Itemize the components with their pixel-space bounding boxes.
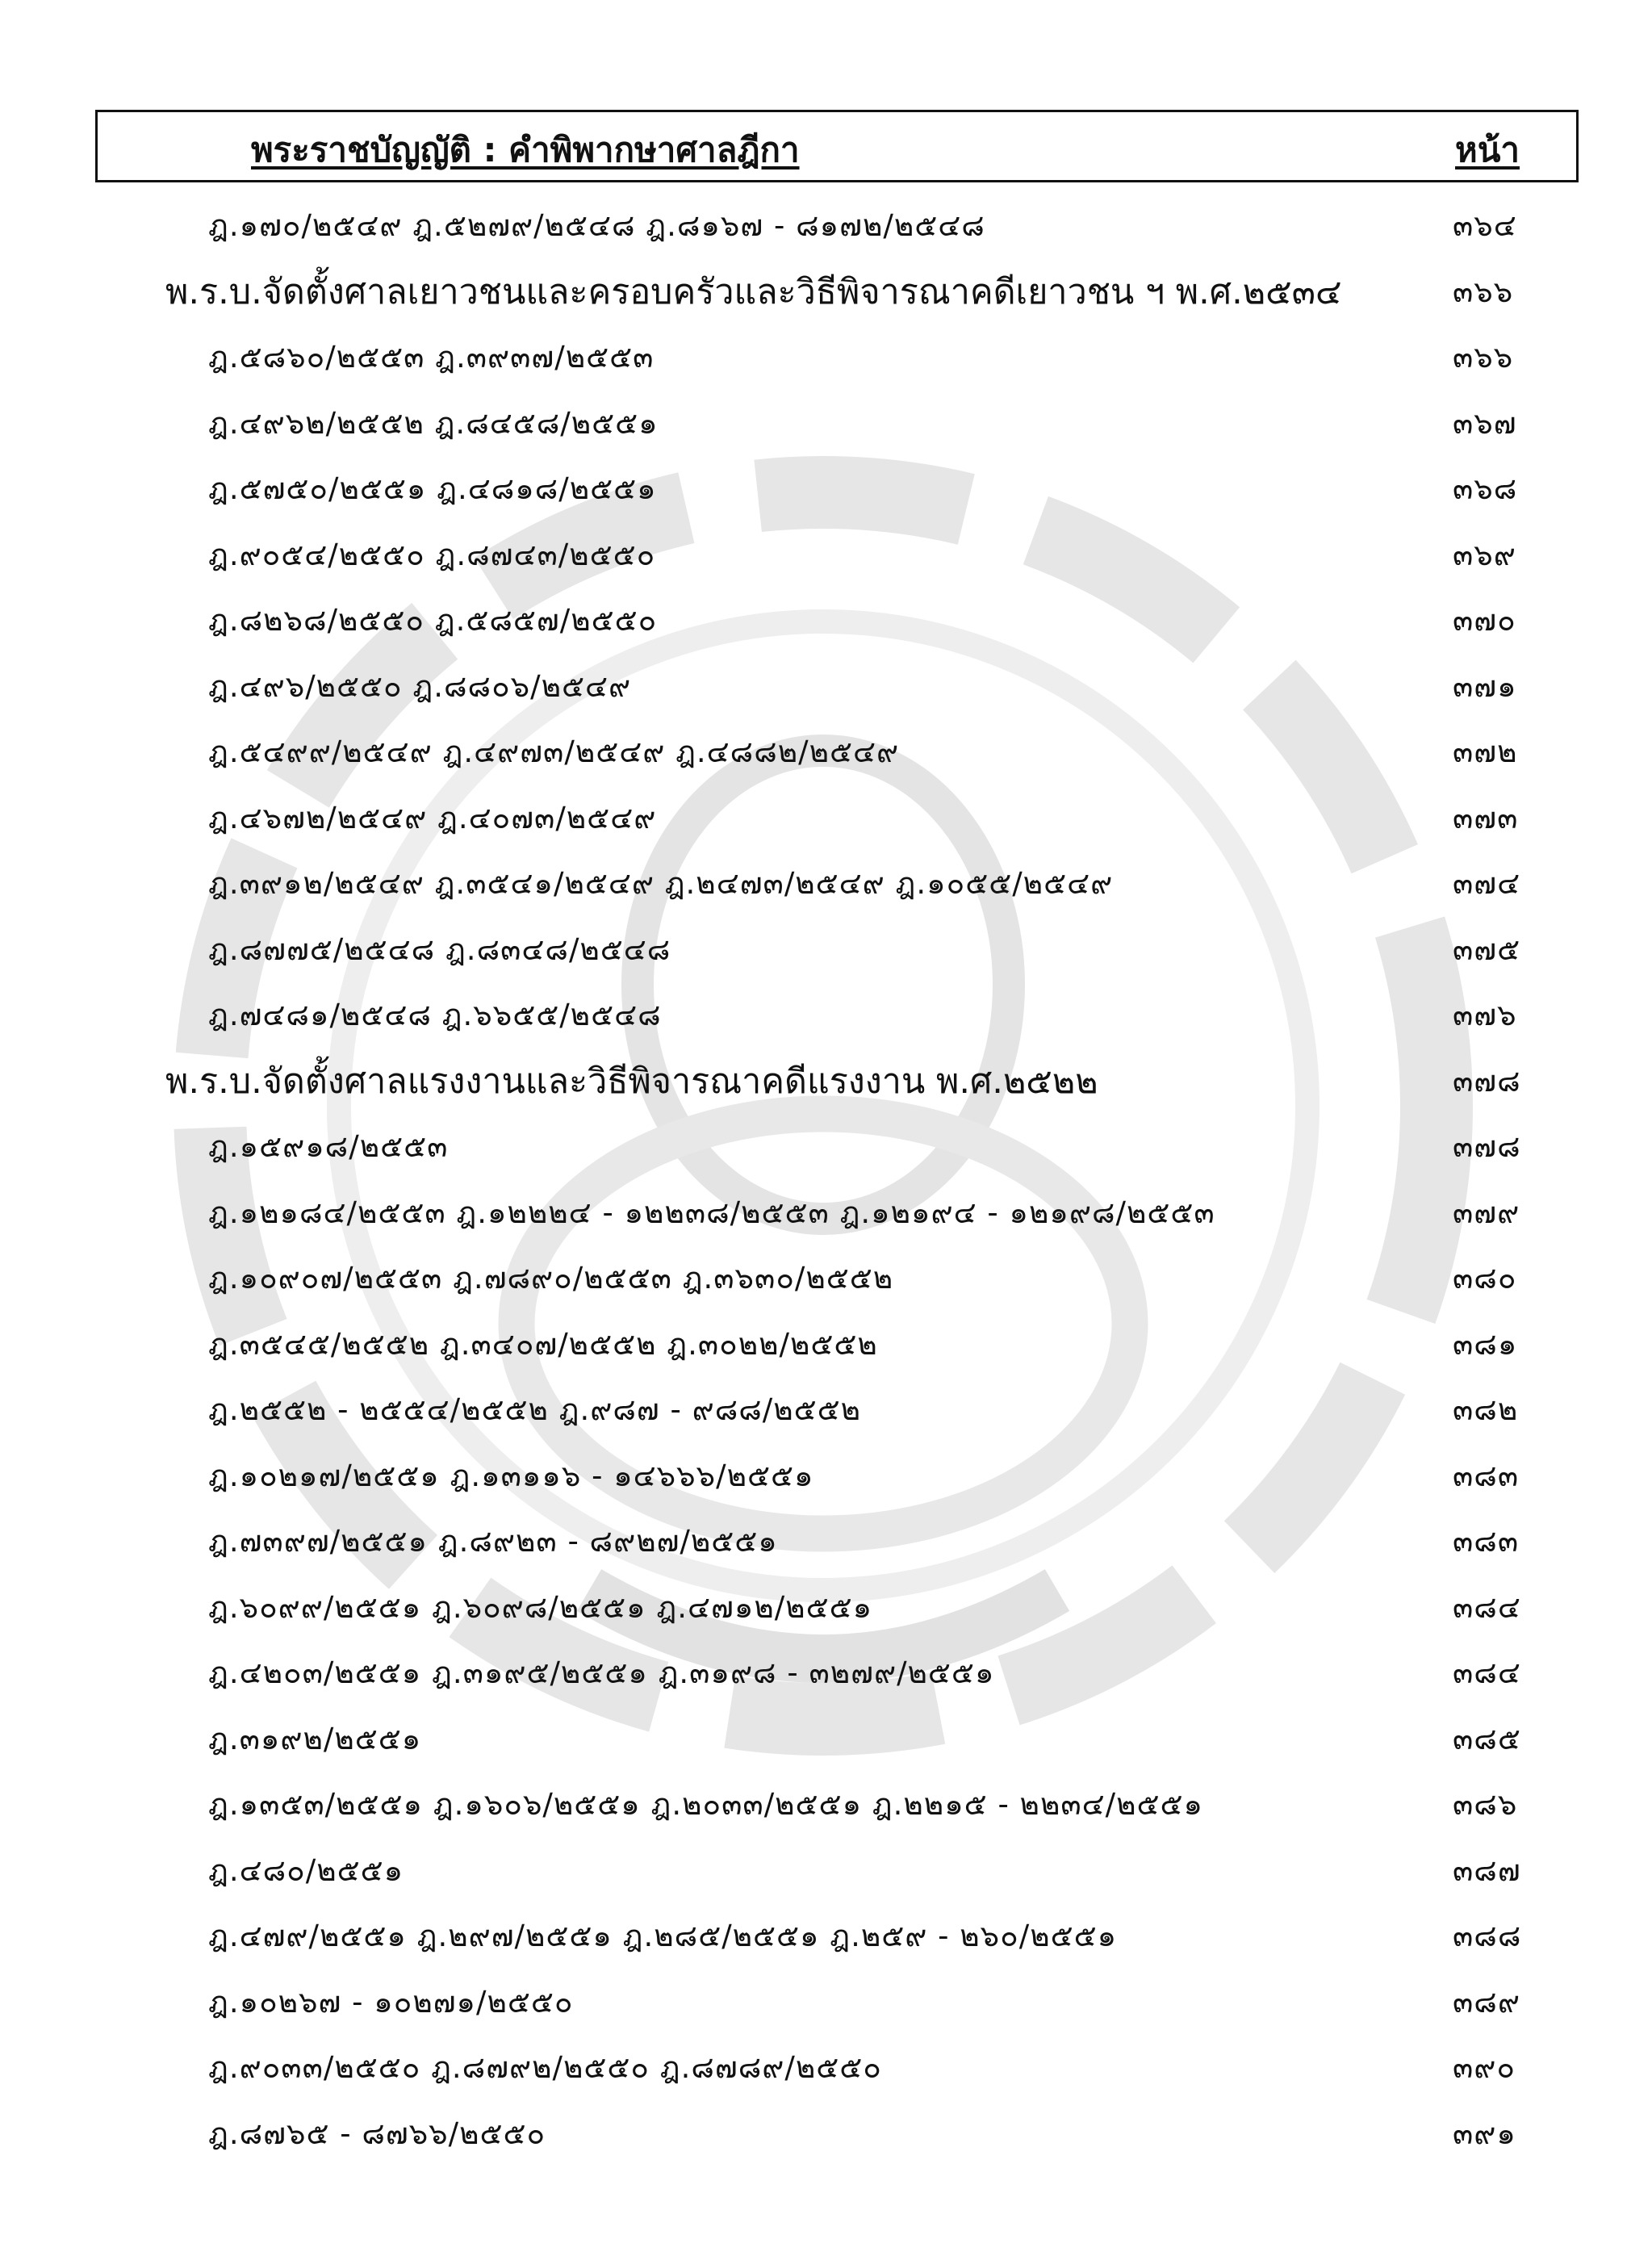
case-references: ฎ.๑๐๙๐๗/๒๕๕๓ ฎ.๗๘๙๐/๒๕๕๓ ฎ.๓๖๓๐/๒๕๕๒ bbox=[208, 1261, 894, 1295]
case-references: ฎ.๔๙๖๒/๒๕๕๒ ฎ.๘๔๕๘/๒๕๕๑ bbox=[208, 405, 659, 441]
page-number: ๓๖๗ bbox=[1453, 405, 1517, 441]
page-number: ๓๘๔ bbox=[1453, 1655, 1521, 1690]
header-box bbox=[95, 110, 1579, 182]
section-heading-row bbox=[0, 268, 1652, 316]
case-row bbox=[0, 596, 1652, 645]
case-references: ฎ.๔๒๐๓/๒๕๕๑ ฎ.๓๑๙๕/๒๕๕๑ ฎ.๓๑๙๘ - ๓๒๗๙/๒๕๕๑ bbox=[208, 1655, 995, 1690]
page-number: ๓๗๙ bbox=[1453, 1195, 1520, 1230]
case-row bbox=[0, 1321, 1652, 1369]
case-references: ฎ.๔๘๐/๒๕๕๑ bbox=[208, 1852, 404, 1888]
case-references: ฎ.๗๔๘๑/๒๕๔๘ ฎ.๖๖๕๕/๒๕๔๘ bbox=[208, 998, 662, 1032]
case-references: ฎ.๘๗๗๕/๒๕๔๘ ฎ.๘๓๔๘/๒๕๔๘ bbox=[208, 931, 671, 967]
case-references: ฎ.๙๐๓๓/๒๕๕๐ ฎ.๘๗๙๒/๒๕๕๐ ฎ.๘๗๘๙/๒๕๕๐ bbox=[208, 2050, 882, 2085]
section-title: พ.ร.บ.จัดตั้งศาลแรงงานและวิธีพิจารณาคดีแรงงาน พ.ศ.๒๕๒๒ bbox=[165, 1061, 1098, 1102]
case-row bbox=[0, 1254, 1652, 1303]
case-row bbox=[0, 728, 1652, 776]
case-row bbox=[0, 991, 1652, 1040]
case-references: ฎ.๕๔๙๙/๒๕๔๙ ฎ.๔๙๗๓/๒๕๔๙ ฎ.๔๘๘๒/๒๕๔๙ bbox=[208, 735, 900, 769]
case-row bbox=[0, 1584, 1652, 1632]
case-references: ฎ.๑๗๐/๒๕๔๙ ฎ.๕๒๗๙/๒๕๔๘ ฎ.๘๑๖๗ - ๘๑๗๒/๒๕๔๘ bbox=[208, 208, 985, 243]
case-references: ฎ.๕๗๕๐/๒๕๕๑ ฎ.๔๘๑๘/๒๕๕๑ bbox=[208, 471, 657, 506]
case-row bbox=[0, 333, 1652, 382]
section-title: พ.ร.บ.จัดตั้งศาลเยาวชนและครอบครัวและวิธีพิจารณาคดีเยาวชน ฯ พ.ศ.๒๕๓๔ bbox=[165, 271, 1342, 312]
case-row bbox=[0, 1715, 1652, 1764]
page-number: ๓๘๘ bbox=[1453, 1919, 1522, 1953]
case-references: ฎ.๓๕๔๕/๒๕๕๒ ฎ.๓๔๐๗/๒๕๕๒ ฎ.๓๐๒๒/๒๕๕๒ bbox=[208, 1326, 878, 1362]
case-row bbox=[0, 1189, 1652, 1237]
page-number: ๓๗๖ bbox=[1453, 998, 1517, 1032]
page-number: ๓๘๓ bbox=[1453, 1524, 1520, 1559]
header-page-label: หน้า bbox=[1455, 130, 1520, 170]
page-number: ๓๖๖ bbox=[1453, 340, 1514, 375]
page-number: ๓๖๙ bbox=[1453, 537, 1516, 572]
case-row bbox=[0, 1847, 1652, 1895]
page-number: ๓๗๔ bbox=[1453, 866, 1521, 901]
case-references: ฎ.๘๗๖๕ - ๘๗๖๖/๒๕๕๐ bbox=[208, 2116, 546, 2151]
case-references: ฎ.๘๒๖๘/๒๕๕๐ ฎ.๕๘๕๗/๒๕๕๐ bbox=[208, 603, 658, 638]
page-number: ๓๘๒ bbox=[1453, 1392, 1519, 1427]
page-number: ๓๘๓ bbox=[1453, 1458, 1520, 1493]
page-number: ๓๘๖ bbox=[1453, 1787, 1518, 1822]
page-number: ๓๙๐ bbox=[1453, 2050, 1516, 2085]
case-row bbox=[0, 531, 1652, 580]
case-references: ฎ.๔๖๗๒/๒๕๔๙ ฎ.๔๐๗๓/๒๕๔๙ bbox=[208, 800, 657, 835]
case-references: ฎ.๖๐๙๙/๒๕๕๑ ฎ.๖๐๙๘/๒๕๕๑ ฎ.๔๗๑๒/๒๕๕๑ bbox=[208, 1589, 873, 1625]
page-number: ๓๘๙ bbox=[1453, 1984, 1520, 2020]
case-references: ฎ.๙๐๕๔/๒๕๕๐ ฎ.๘๗๔๓/๒๕๕๐ bbox=[208, 537, 656, 572]
case-row bbox=[0, 2110, 1652, 2158]
page-number: ๓๙๑ bbox=[1453, 2116, 1516, 2151]
case-row bbox=[0, 794, 1652, 843]
case-references: ฎ.๔๙๖/๒๕๕๐ ฎ.๘๘๐๖/๒๕๔๙ bbox=[208, 668, 632, 704]
case-row bbox=[0, 400, 1652, 448]
page-number: ๓๖๘ bbox=[1453, 471, 1518, 506]
case-references: ฎ.๑๓๕๓/๒๕๕๑ ฎ.๑๖๐๖/๒๕๕๑ ฎ.๒๐๓๓/๒๕๕๑ ฎ.๒๒๑๕ - ๒๒๓๔/๒๕๕๑ bbox=[208, 1787, 1203, 1822]
case-row bbox=[0, 1912, 1652, 1961]
case-references: ฎ.๓๑๙๒/๒๕๕๑ bbox=[208, 1721, 422, 1756]
page-number: ๓๗๒ bbox=[1453, 735, 1518, 769]
page-number: ๓๖๔ bbox=[1453, 208, 1517, 243]
case-references: ฎ.๑๒๑๘๔/๒๕๕๓ ฎ.๑๒๒๒๔ - ๑๒๒๓๘/๒๕๕๓ ฎ.๑๒๑๙๔ - ๑๒๑๙๘/๒๕๕๓ bbox=[208, 1195, 1215, 1230]
case-row bbox=[0, 1386, 1652, 1434]
page-number: ๓๘๕ bbox=[1453, 1721, 1521, 1756]
case-row bbox=[0, 860, 1652, 908]
page-number: ๓๘๗ bbox=[1453, 1852, 1521, 1888]
header-title: พระราชบัญญัติ : คำพิพากษาศาลฎีกา bbox=[251, 130, 800, 170]
case-references: ฎ.๒๕๕๒ - ๒๕๕๔/๒๕๕๒ ฎ.๙๘๗ - ๙๘๘/๒๕๕๒ bbox=[208, 1392, 862, 1427]
case-row bbox=[0, 1781, 1652, 1829]
page-number: ๓๗๓ bbox=[1453, 800, 1519, 835]
case-references: ฎ.๓๙๑๒/๒๕๔๙ ฎ.๓๕๔๑/๒๕๔๙ ฎ.๒๔๗๓/๒๕๔๙ ฎ.๑๐๕๕/๒๕๔๙ bbox=[208, 866, 1114, 901]
case-references: ฎ.๑๐๒๑๗/๒๕๕๑ ฎ.๑๓๑๑๖ - ๑๔๖๖๖/๒๕๕๑ bbox=[208, 1458, 814, 1493]
case-row bbox=[0, 465, 1652, 513]
case-row bbox=[0, 1452, 1652, 1501]
page-number: ๓๘๐ bbox=[1453, 1261, 1517, 1295]
case-row bbox=[0, 1649, 1652, 1697]
section-heading-row bbox=[0, 1057, 1652, 1106]
page-number: ๓๘๑ bbox=[1453, 1326, 1518, 1362]
page-number: ๓๘๔ bbox=[1453, 1589, 1521, 1625]
page-number: ๓๗๘ bbox=[1453, 1063, 1521, 1099]
case-row bbox=[0, 926, 1652, 974]
case-row bbox=[0, 1123, 1652, 1171]
page-number: ๓๖๖ bbox=[1453, 274, 1514, 309]
case-references: ฎ.๑๕๙๑๘/๒๕๕๓ bbox=[208, 1129, 449, 1164]
case-row bbox=[0, 663, 1652, 711]
case-references: ฎ.๔๗๙/๒๕๕๑ ฎ.๒๙๗/๒๕๕๑ ฎ.๒๘๕/๒๕๕๑ ฎ.๒๕๙ - ๒๖๐/๒๕๕๑ bbox=[208, 1919, 1118, 1953]
page-number: ๓๗๘ bbox=[1453, 1129, 1521, 1164]
case-row bbox=[0, 1978, 1652, 2027]
case-references: ฎ.๗๓๙๗/๒๕๕๑ ฎ.๘๙๒๓ - ๘๙๒๗/๒๕๕๑ bbox=[208, 1524, 778, 1559]
page-number: ๓๗๕ bbox=[1453, 931, 1521, 967]
page-number: ๓๗๑ bbox=[1453, 668, 1517, 704]
case-row bbox=[0, 202, 1652, 250]
case-row bbox=[0, 1517, 1652, 1566]
case-row bbox=[0, 2044, 1652, 2092]
case-references: ฎ.๕๘๖๐/๒๕๕๓ ฎ.๓๙๓๗/๒๕๕๓ bbox=[208, 340, 655, 375]
case-references: ฎ.๑๐๒๖๗ - ๑๐๒๗๑/๒๕๕๐ bbox=[208, 1984, 574, 2020]
page-number: ๓๗๐ bbox=[1453, 603, 1516, 638]
